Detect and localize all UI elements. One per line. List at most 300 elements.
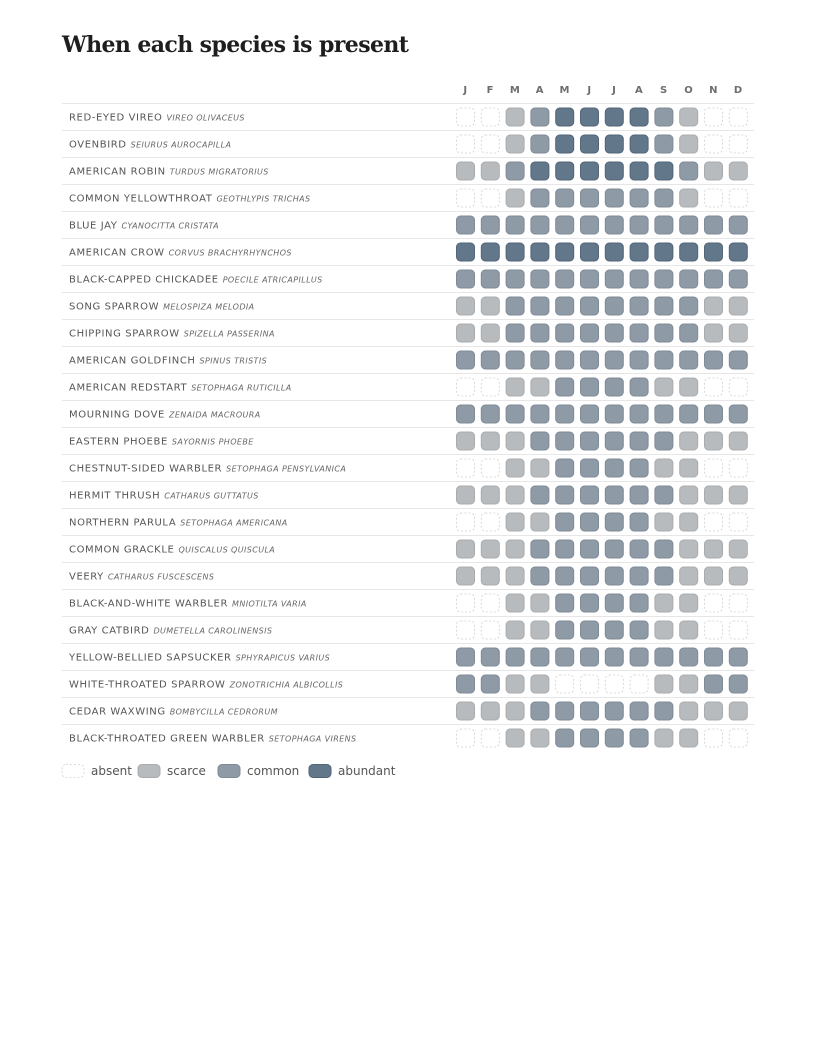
presence-cell [705,351,723,369]
presence-cell [655,243,673,261]
presence-cell [680,621,698,639]
scientific-name: MELOSPIZA MELODIA [163,302,255,312]
scientific-name: POECILE ATRICAPILLUS [222,275,323,285]
species-label [69,140,231,151]
common-name: BLACK-CAPPED CHICKADEE [69,274,219,286]
presence-cell [655,351,673,369]
presence-cell [581,135,599,153]
presence-cell [605,297,623,315]
presence-cell [581,243,599,261]
common-name: CEDAR WAXWING [69,706,166,718]
presence-cell [705,594,723,612]
common-name: WHITE-THROATED SPARROW [69,679,226,691]
common-name: COMMON GRACKLE [69,544,175,556]
presence-cell [457,216,475,234]
scientific-name: DUMETELLA CAROLINENSIS [153,626,273,636]
common-name: CHESTNUT-SIDED WARBLER [69,463,223,475]
month-header: O [684,85,694,96]
presence-cell [680,648,698,666]
presence-cell [705,621,723,639]
presence-cell [655,216,673,234]
presence-cell [729,162,747,180]
presence-cell [705,648,723,666]
presence-cell [531,594,549,612]
species-label [69,275,323,286]
presence-cell [605,486,623,504]
presence-cell [531,189,549,207]
presence-cell [556,270,574,288]
legend-label: scarce [167,764,206,778]
presence-cell [457,648,475,666]
species-label [69,518,288,529]
species-label [69,329,275,340]
presence-cell [581,378,599,396]
presence-cell [581,432,599,450]
common-name: BLACK-THROATED GREEN WARBLER [69,733,265,745]
presence-cell [506,108,524,126]
presence-cell [457,270,475,288]
species-label [69,437,254,448]
presence-cell [705,324,723,342]
presence-cell [630,351,648,369]
species-label [69,572,214,583]
presence-cell [531,351,549,369]
scientific-name: CYANOCITTA CRISTATA [121,221,219,231]
scientific-name: TURDUS MIGRATORIUS [169,167,269,177]
presence-cell [531,513,549,531]
presence-cell [556,594,574,612]
presence-cell [581,621,599,639]
presence-cell [481,675,499,693]
species-label [69,167,269,178]
presence-cell [556,648,574,666]
presence-cell [481,567,499,585]
presence-cell [556,540,574,558]
presence-cell [655,189,673,207]
presence-cell [605,162,623,180]
presence-cell [457,459,475,477]
presence-cell [506,162,524,180]
presence-cell [457,621,475,639]
presence-cell [729,621,747,639]
presence-cell [481,243,499,261]
presence-cell [481,405,499,423]
presence-cell [680,189,698,207]
presence-cell [481,351,499,369]
presence-cell [531,297,549,315]
scientific-name: SETOPHAGA AMERICANA [180,518,288,528]
presence-cell [680,594,698,612]
common-name: YELLOW-BELLIED SAPSUCKER [69,652,232,664]
presence-cell [531,540,549,558]
presence-cell [481,324,499,342]
presence-cell [729,297,747,315]
presence-cell [581,108,599,126]
presence-cell [630,594,648,612]
presence-cell [531,270,549,288]
common-name: SONG SPARROW [69,301,160,313]
common-name: MOURNING DOVE [69,409,165,421]
presence-cell [605,108,623,126]
presence-cell [506,729,524,747]
scientific-name: GEOTHLYPIS TRICHAS [216,194,311,204]
presence-cell [605,324,623,342]
species-label [69,491,259,502]
common-name: AMERICAN GOLDFINCH [69,355,196,367]
presence-cell [531,486,549,504]
presence-cell [705,405,723,423]
presence-cell [705,270,723,288]
presence-cell [705,432,723,450]
presence-cell [556,135,574,153]
scientific-name: MNIOTILTA VARIA [232,599,307,609]
presence-cell [630,540,648,558]
presence-cell [581,675,599,693]
presence-cell [506,567,524,585]
presence-cell [531,567,549,585]
presence-cell [630,513,648,531]
scientific-name: ZONOTRICHIA ALBICOLLIS [229,680,344,690]
presence-cell [457,486,475,504]
presence-cell [506,351,524,369]
presence-cell [630,702,648,720]
presence-cell [581,162,599,180]
presence-cell [680,675,698,693]
presence-cell [605,702,623,720]
scientific-name: CATHARUS GUTTATUS [164,491,259,501]
presence-cell [729,189,747,207]
presence-cell [729,540,747,558]
presence-cell [729,432,747,450]
presence-cell [506,405,524,423]
presence-cell [506,189,524,207]
presence-cell [531,702,549,720]
presence-cell [556,108,574,126]
presence-cell [457,351,475,369]
legend-label: absent [91,764,132,778]
presence-cell [457,567,475,585]
presence-cell [729,702,747,720]
scientific-name: SPHYRAPICUS VARIUS [235,653,331,663]
presence-cell [655,486,673,504]
presence-cell [506,540,524,558]
presence-cell [705,702,723,720]
presence-cell [556,513,574,531]
presence-cell [457,513,475,531]
presence-cell [481,648,499,666]
species-label [69,194,310,205]
presence-cell [605,270,623,288]
presence-cell [655,675,673,693]
presence-cell [581,297,599,315]
presence-cell [705,297,723,315]
presence-cell [630,486,648,504]
presence-cell [605,189,623,207]
presence-cell [705,675,723,693]
presence-cell [457,162,475,180]
presence-cell [581,351,599,369]
presence-cell [680,297,698,315]
presence-cell [630,297,648,315]
presence-cell [531,108,549,126]
presence-cell [655,432,673,450]
presence-cell [705,486,723,504]
presence-cell [581,702,599,720]
presence-cell [630,432,648,450]
presence-cell [729,243,747,261]
presence-cell [729,216,747,234]
common-name: EASTERN PHOEBE [69,436,168,448]
species-label [69,707,278,718]
presence-cell [481,540,499,558]
presence-cell [531,648,549,666]
presence-cell [630,108,648,126]
species-label [69,410,261,421]
presence-cell [457,405,475,423]
presence-cell [630,162,648,180]
presence-cell [556,324,574,342]
presence-cell [705,459,723,477]
month-header: M [509,85,521,96]
presence-cell [581,729,599,747]
species-label [69,383,292,394]
presence-cell [680,702,698,720]
presence-cell [605,351,623,369]
presence-cell [729,324,747,342]
presence-cell [680,135,698,153]
presence-cell [581,648,599,666]
presence-cell [630,324,648,342]
presence-cell [655,702,673,720]
species-label [69,545,275,556]
legend-swatch [62,765,84,778]
presence-cell [581,540,599,558]
presence-cell [457,675,475,693]
scientific-name: SEIURUS AUROCAPILLA [130,140,232,150]
presence-cell [655,378,673,396]
presence-cell [729,594,747,612]
scientific-name: CORVUS BRACHYRHYNCHOS [168,248,292,258]
presence-cell [531,675,549,693]
presence-cell [481,216,499,234]
common-name: BLACK-AND-WHITE WARBLER [69,598,229,610]
species-label [69,113,245,124]
species-label [69,626,272,637]
presence-cell [729,135,747,153]
species-label [69,221,219,232]
common-name: CHIPPING SPARROW [69,328,180,340]
presence-cell [729,378,747,396]
presence-cell [680,405,698,423]
common-name: AMERICAN CROW [69,247,165,259]
presence-cell [556,189,574,207]
presence-cell [506,459,524,477]
species-label [69,599,307,610]
presence-cell [630,648,648,666]
presence-cell [630,567,648,585]
species-label [69,680,343,691]
presence-cell [581,594,599,612]
presence-cell [457,243,475,261]
presence-cell [481,702,499,720]
presence-cell [729,729,747,747]
presence-cell [481,486,499,504]
scientific-name: SETOPHAGA VIRENS [268,734,357,744]
presence-cell [556,702,574,720]
chart-title: When each species is present [62,32,409,58]
presence-cell [630,135,648,153]
presence-cell [481,432,499,450]
presence-cell [605,135,623,153]
presence-cell [655,135,673,153]
presence-cell [630,675,648,693]
presence-cell [680,729,698,747]
presence-cell [556,297,574,315]
presence-cell [581,324,599,342]
common-name: OVENBIRD [69,139,127,151]
presence-cell [531,459,549,477]
month-header: J [612,85,617,96]
presence-cell [680,540,698,558]
presence-cell [605,540,623,558]
presence-cell [605,432,623,450]
presence-cell [729,486,747,504]
presence-cell [457,189,475,207]
presence-cell [655,621,673,639]
presence-cell [481,621,499,639]
presence-cell [531,324,549,342]
presence-cell [556,432,574,450]
presence-cell [630,216,648,234]
presence-cell [481,297,499,315]
scientific-name: SAYORNIS PHOEBE [171,437,254,447]
presence-cell [506,135,524,153]
presence-cell [556,351,574,369]
presence-cell [605,378,623,396]
scientific-name: VIREO OLIVACEUS [166,113,245,123]
presence-cell [655,162,673,180]
scientific-name: SPIZELLA PASSERINA [183,329,275,339]
presence-cell [531,432,549,450]
month-header: J [587,85,592,96]
legend-swatch [138,765,160,778]
presence-cell [655,540,673,558]
common-name: AMERICAN ROBIN [69,166,166,178]
presence-cell [705,513,723,531]
presence-cell [705,162,723,180]
month-header: F [486,85,494,96]
presence-cell [655,405,673,423]
presence-cell [581,405,599,423]
month-header: S [660,85,668,96]
presence-cell [506,486,524,504]
presence-cell [556,378,574,396]
common-name: HERMIT THRUSH [69,490,161,502]
month-header: J [463,85,468,96]
presence-cell [581,459,599,477]
presence-cell [506,675,524,693]
presence-cell [605,405,623,423]
presence-cell [680,513,698,531]
presence-cell [506,648,524,666]
presence-cell [630,729,648,747]
presence-cell [605,513,623,531]
presence-cell [531,216,549,234]
species-label [69,302,255,313]
presence-cell [630,405,648,423]
presence-cell [457,540,475,558]
presence-cell [506,594,524,612]
presence-cell [655,567,673,585]
presence-cell [655,594,673,612]
presence-cell [605,459,623,477]
month-header: A [535,85,545,96]
scientific-name: ZENAIDA MACROURA [168,410,261,420]
common-name: COMMON YELLOWTHROAT [69,193,213,205]
presence-cell [481,459,499,477]
presence-cell [581,513,599,531]
presence-cell [506,243,524,261]
common-name: AMERICAN REDSTART [69,382,188,394]
presence-cell [680,270,698,288]
presence-cell [729,351,747,369]
presence-cell [531,162,549,180]
presence-cell [556,162,574,180]
presence-cell [506,216,524,234]
presence-cell [581,216,599,234]
presence-cell [531,243,549,261]
presence-cell [655,108,673,126]
presence-cell [655,324,673,342]
presence-cell [729,108,747,126]
presence-cell [506,432,524,450]
presence-cell [729,675,747,693]
presence-cell [680,567,698,585]
presence-cell [705,729,723,747]
presence-cell [481,270,499,288]
presence-cell [481,162,499,180]
presence-cell [556,405,574,423]
presence-cell [481,135,499,153]
presence-cell [630,189,648,207]
common-name: GRAY CATBIRD [69,625,150,637]
presence-cell [655,270,673,288]
presence-cell [729,648,747,666]
common-name: RED-EYED VIREO [69,112,163,124]
presence-cell [705,108,723,126]
scientific-name: CATHARUS FUSCESCENS [107,572,215,582]
presence-cell [457,324,475,342]
presence-cell [481,729,499,747]
species-label [69,248,292,259]
presence-cell [506,270,524,288]
presence-cell [680,351,698,369]
presence-cell [655,648,673,666]
presence-cell [605,216,623,234]
presence-cell [655,459,673,477]
presence-cell [581,270,599,288]
species-label [69,734,357,745]
presence-cell [680,324,698,342]
presence-cell [680,162,698,180]
scientific-name: BOMBYCILLA CEDRORUM [169,707,278,717]
presence-cell [457,135,475,153]
legend-label: common [247,764,300,778]
presence-cell [630,378,648,396]
presence-cell [531,621,549,639]
presence-cell [481,513,499,531]
presence-cell [680,216,698,234]
